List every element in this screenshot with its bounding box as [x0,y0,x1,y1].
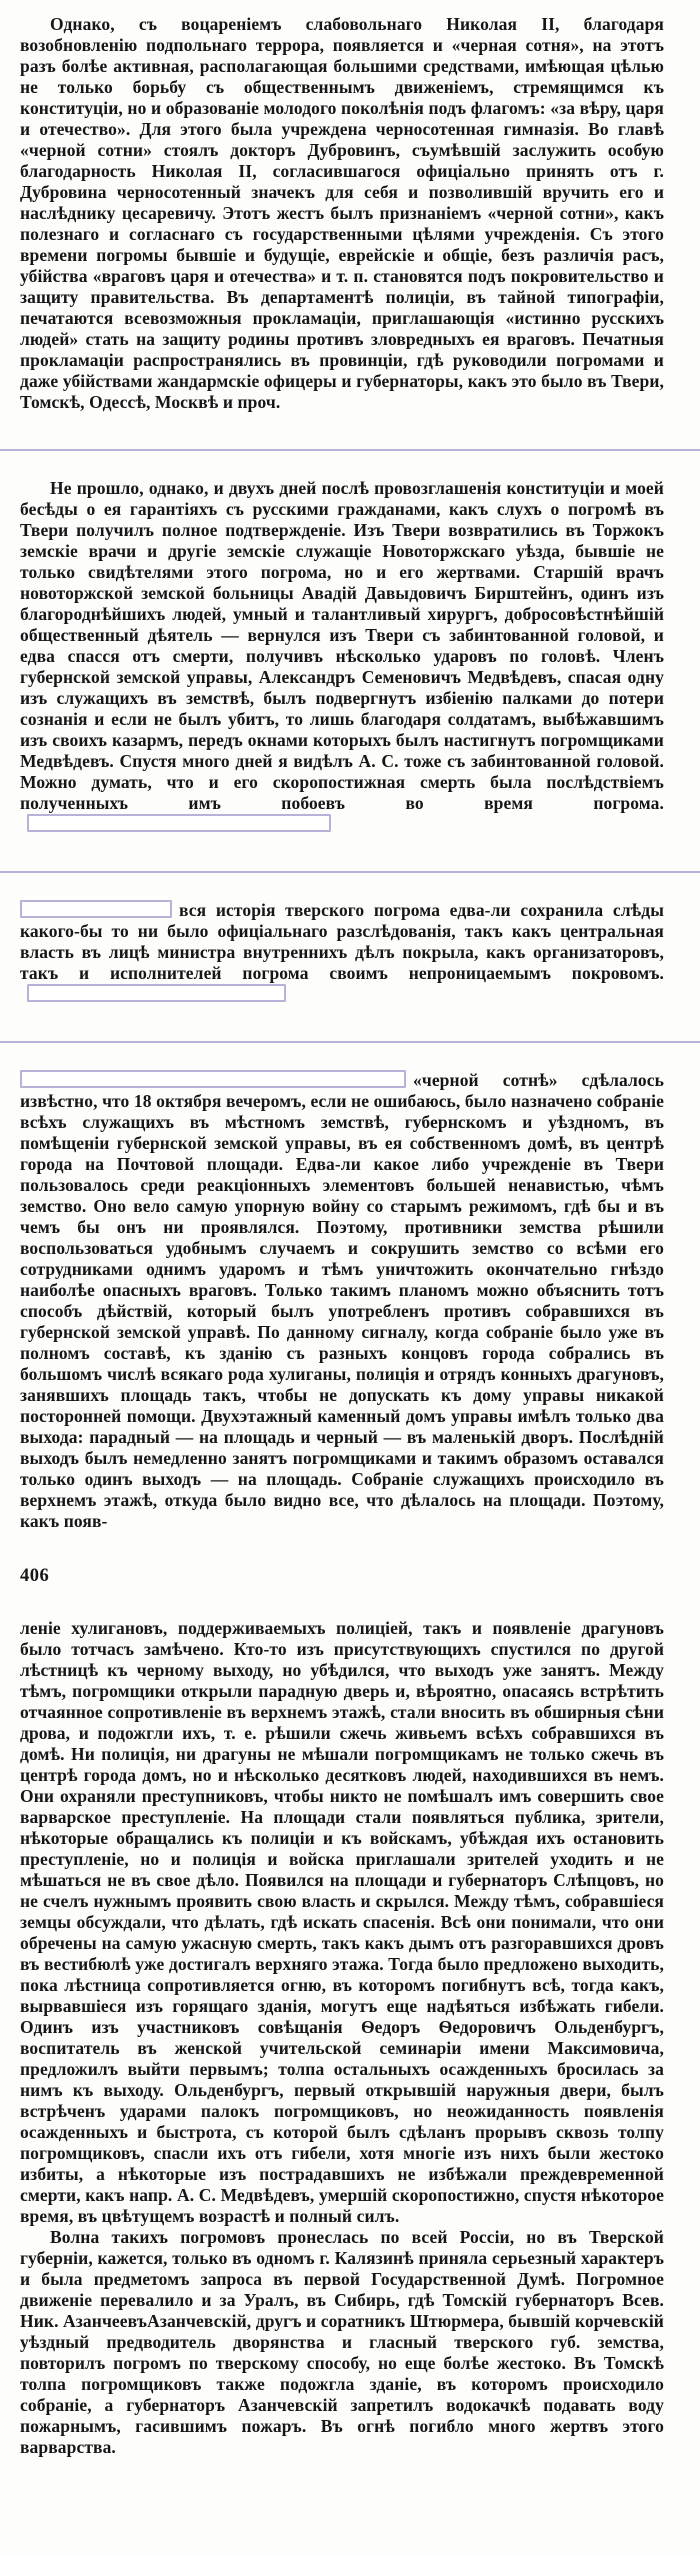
section-divider [0,449,700,451]
page-number: 406 [20,1566,50,1586]
redaction-box [20,1070,406,1088]
redaction-box [27,984,286,1002]
paragraph-text: Однако, съ воцареніемъ слабовольнаго Николая II, благодаря возобновленію подпольнаго террора, появляется и «черная сотня», на этотъ разъ болѣе активная, располагающая большими средствами, имѣющая цѣлью не только борьбу съ общественнымъ движеніемъ, стремящимся къ конституціи, но и образованіе молодого поколѣнія подъ флагомъ: «за вѣру, царя и отечество». Для этого была учреждена черносотенная гимназія. Во главѣ «черной сотни» стоялъ докторъ Дубровинъ, съумѣвшій заслужить особую благодарность Николая II, согласившагося офиціально принять отъ г. Дубровина черносотенный значекъ для себя и позволившій вручить его и наслѣднику цесаревичу. Этотъ жестъ былъ признаніемъ «черной сотни», какъ полезнаго и согласнаго съ государственными цѣлями учрежденія. Съ этого времени погромы бывшіе и будущіе, еврейскіе и общіе, безъ различія расъ, убійства «враговъ царя и отечества» и т. п. становятся подъ покровительство и защиту правительства. Въ департаментѣ полиціи, въ тайной типографіи, печатаются всевозможныя прокламаціи, приглашающія «истинно русскихъ людей» стать на защиту родины противъ зловредныхъ ея враговъ. Печатныя прокламаціи распространялись въ провинціи, гдѣ руководили погромами и даже убійствами жандармскіе офицеры и губернаторы, какъ это было въ Твери, Томскѣ, Одессѣ, Москвѣ и проч. [20,14,664,412]
paragraph-escape-from-fire [20,1618,664,2227]
paragraph-tver-pogrom-victims [20,478,664,835]
paragraph-text: Не прошло, однако, и двухъ дней послѣ провозглашенія конституціи и моей бесѣды о ея гарантіяхъ съ русскими гражданами, какъ слухъ о погромѣ въ Твери получилъ полное подтвержденіе. Изъ Твери возвратились въ Торжокъ земскіе врачи и другіе земскіе служащіе Новоторжскаго уѣзда, бывшіе не только свидѣтелями этого погрома, но и его жертвами. Старшій врачъ новоторжской земской больницы Авадій Давыдовичъ Бирштейнъ, одинъ изъ благороднѣйшихъ людей, умный и талантливый хирургъ, добросовѣстнѣйшій общественный дѣятель — вернулся изъ Твери съ забинтованной головой, и едва спасся отъ смерти, получивъ нѣсколько ударовъ по головѣ. Членъ губернской земской управы, Александръ Семеновичъ Медвѣдевъ, спасая одну изъ служащихъ въ земствѣ, былъ подвергнутъ избіенію палками до потери сознанія и если не былъ убитъ, то лишь благодаря солдатамъ, выбѣжавшимъ изъ своихъ казармъ, передъ окнами которыхъ былъ настигнутъ погромщиками Медвѣдевъ. Спустя много дней я видѣлъ А. С. тоже съ забинтованной головой. Можно думать, что и его скоропостижная смерть была послѣдствіемъ полученныхъ имъ побоевъ во время погрома. [20,478,664,813]
paragraph-zemstvo-siege [20,1070,664,1532]
paragraph-text: Волна такихъ погромовъ пронеслась по всей Россіи, но въ Тверской губерніи, кажется, только въ одномъ г. Калязинѣ приняла серьезный характеръ и была предметомъ запроса въ первой Государственной Думѣ. Погромное движеніе перевалило и за Уралъ, въ Сибирь, гдѣ Томскій губернаторъ Всев. Ник. АзанчеевъАзанчевскій, другъ и соратникъ Штюрмера, бывшій корчевскій уѣздный предводитель дворянства и гласный тверского губ. земства, повторилъ погромъ по тверскому способу, но еще болѣе жестоко. Въ Томскѣ толпа погромщиковъ также подожгла зданіе, въ которомъ происходило собраніе, а губернаторъ Азанчевскій запретилъ водокачкѣ подавать воду пожарнымъ, гасившимъ пожаръ. Въ огнѣ погибло много жертвъ этого варварства. [20,2227,664,2457]
redaction-box [20,900,172,918]
paragraph-pogrom-wave-tomsk [20,2227,664,2458]
paragraph-black-hundred [20,14,664,413]
paragraph-text: вся исторія тверского погрома едва-ли сохранила слѣды какого-бы то ни было офиціальнаго разслѣдованія, такъ какъ центральная власть въ лицѣ министра внутреннихъ дѣлъ покрыла, какъ организаторовъ, такъ и исполнителей погрома своимъ непроницаемымъ покровомъ. [20,900,664,983]
paragraph-no-investigation [20,900,664,1005]
section-divider [0,871,700,873]
section-divider [0,1041,700,1043]
redaction-box [27,814,331,832]
paragraph-text: леніе хулигановъ, поддерживаемыхъ полиціей, такъ и появленіе драгуновъ было тотчасъ замѣчено. Кто-то изъ присутствующихъ спустился по другой лѣстницѣ къ черному выходу, но убѣдился, что выходъ уже занятъ. Между тѣмъ, погромщики открыли парадную дверь и, вѣроятно, опасаясь встрѣтить отчаянное сопротивленіе въ верхнемъ этажѣ, стали вносить въ обширныя сѣни дрова, и подожгли ихъ, т. е. рѣшили сжечь живьемъ всѣхъ собравшихся въ домѣ. Ни полиція, ни драгуны не мѣшали погромщикамъ не только сжечь въ центрѣ города домъ, но и нѣсколько десятковъ людей, находившихся въ немъ. Они охраняли преступниковъ, чтобы никто не помѣшалъ имъ совершить свое варварское преступленіе. На площади стали появляться публика, зрители, нѣкоторые обращались къ полиціи и къ войскамъ, убѣждая ихъ остановить преступленіе, но и полиція и войска приглашали зрителей уходить и не мѣшаться не въ свое дѣло. Появился на площади и губернаторъ Слѣпцовъ, но не счелъ нужнымъ проявить свою власть и скрылся. Между тѣмъ, собравшіеся земцы обсуждали, что дѣлать, гдѣ искать спасенія. Всѣ они понимали, что они обречены на самую ужасную смерть, такъ какъ дымъ отъ разгоравшихся дровъ въ вестибюлѣ уже достигалъ верхняго этажа. Тогда было предложено выходить, пока лѣстница сопротивляется огню, въ которомъ погибнутъ всѣ, тогда какъ, вырвавшіеся изъ горящаго зданія, могутъ еще надѣяться избѣжать гибели. Одинъ изъ участниковъ совѣщанія Ѳедоръ Ѳедоровичъ Ольденбургъ, воспитатель въ женской учительской семинаріи имени Максимовича, предложилъ выйти первымъ; толпа остальныхъ осажденныхъ бросилась за нимъ къ выходу. Ольденбургъ, первый открывшій наружныя двери, былъ встрѣченъ ударами палокъ погромщиковъ, но неожиданность появленія осажденныхъ и быстрота, съ которой былъ сдѣланъ прорывъ сквозь толпу погромщиковъ, спасли ихъ отъ гибели, хотя многіе изъ нихъ были жестоко избиты, а нѣкоторые изъ пострадавшихъ не избѣжали преждевременной смерти, какъ напр. А. С. Медвѣдевъ, умершій скоропостижно, спустя нѣкоторое время, въ цвѣтущемъ возрастѣ и полный силъ. [20,1618,664,2226]
paragraph-text: «черной сотнѣ» сдѣлалось извѣстно, что 18 октября вечеромъ, если не ошибаюсь, было назначено собраніе всѣхъ служащихъ въ мѣстномъ земствѣ, губернскомъ и уѣздномъ, въ помѣщеніи губернской земской управы, въ ея собственномъ домѣ, въ центрѣ города на Почтовой площади. Едва-ли какое либо учрежденіе въ Твери пользовалось среди реакціонныхъ элементовъ большей ненавистью, чѣмъ земство. Оно вело самую упорную войну со старымъ режимомъ, гдѣ бы и въ чемъ бы онъ ни проявлялся. Поэтому, противники земства рѣшили воспользоваться удобнымъ случаемъ и сокрушить земство со всѣми его сотрудниками однимъ ударомъ и тѣмъ уничтожить окончательно гнѣздо наиболѣе опасныхъ враговъ. Только такимъ планомъ можно объяснить тотъ способъ дѣйствій, который былъ употребленъ противъ собравшихся въ губернской земской управѣ. По данному сигналу, когда собраніе было уже въ полномъ составѣ, къ зданію съ разныхъ концовъ города собрались въ большомъ числѣ всякаго рода хулиганы, полиція и отрядъ конныхъ драгуновъ, занявшихъ площадь такъ, чтобы не допускать къ дому управы никакой посторонней помощи. Двухэтажный каменный домъ управы имѣлъ только два выхода: парадный — на площадь и черный — въ маленькій дворъ. Послѣдній выходъ былъ немедленно занятъ погромщиками и такимъ образомъ оставался только одинъ выходъ — на площадь. Собраніе служащихъ происходило въ верхнемъ этажѣ, откуда было видно все, что дѣлалось на площади. Поэтому, какъ появ- [20,1070,664,1531]
